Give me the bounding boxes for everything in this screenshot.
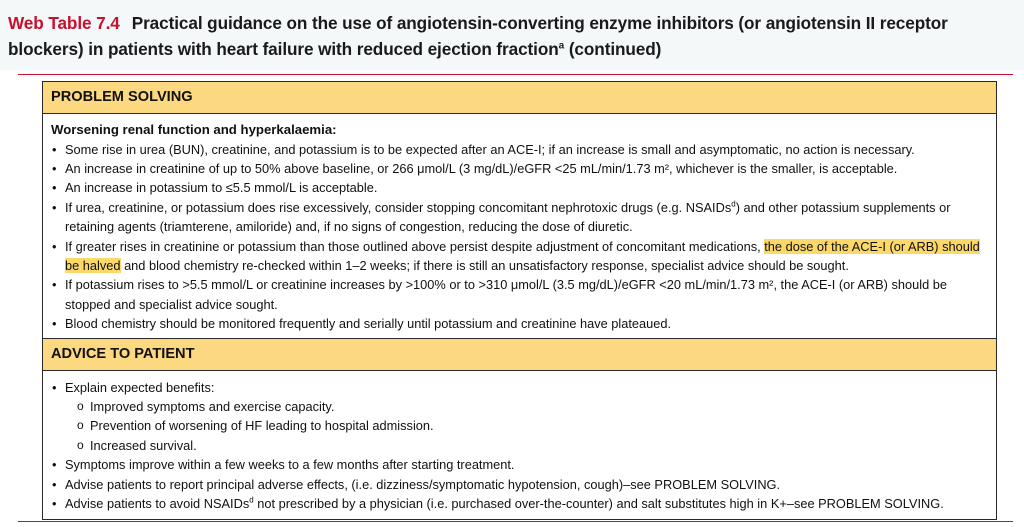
list-item: • An increase in creatinine of up to 50% above baseline, or 266 μmol/L (3 mg/dL)/eGFR <25 mL/min/1.73 m², whichever is the smaller, is acceptable. — [51, 159, 988, 178]
bottom-rule — [18, 521, 1013, 522]
top-rule — [18, 74, 1013, 75]
list-item: • If potassium rises to >5.5 mmol/L or creatinine increases by >100% or to >310 μmol/L (3.5 mg/dL)/eGFR <20 mL/min/1.73 m², the ACE-I (or ARB) should be stopped and specialist advice sought. — [51, 275, 988, 314]
list-item — [51, 494, 988, 513]
title-main: Practical guidance on the use of angiotensin-converting enzyme inhibitors (or angiotensin II receptor blockers) in patients with heart failure with reduced ejection fraction — [8, 13, 948, 59]
table-header — [0, 0, 1024, 70]
title-suffix: (continued) — [568, 39, 662, 59]
list-item: • An increase in potassium to ≤5.5 mmol/L is acceptable. — [51, 178, 988, 197]
sub-list-item: o Prevention of worsening of HF leading to hospital admission. — [51, 416, 988, 435]
title-superscript: a — [558, 40, 565, 52]
list-item — [51, 237, 988, 276]
advice-body — [43, 371, 996, 520]
footnote-marker: d — [249, 495, 254, 505]
sub-list-item: o Improved symptoms and exercise capacity. — [51, 397, 988, 416]
list-item — [51, 198, 988, 237]
problem-solving-list — [51, 140, 988, 334]
list-item: • Blood chemistry should be monitored frequently and serially until potassium and creatinine have plateaued. — [51, 314, 988, 333]
bullet-text-rest: not prescribed by a physician (i.e. purchased over-the-counter) and salt substitutes high in K+–see PROBLEM SOLVING. — [257, 496, 944, 511]
problem-solving-body — [43, 114, 996, 338]
list-item: • Symptoms improve within a few weeks to a few months after starting treatment. — [51, 455, 988, 474]
bullet-text-rest: and blood chemistry re-checked within 1–2 weeks; if there is still an unsatisfactory response, specialist advice should be sought. — [124, 257, 849, 273]
bullet-text: If greater rises in creatinine or potassium than those outlined above persist despite adjustment of concomitant medications, — [65, 238, 761, 254]
highlighted-text: the dose of the ACE-I (or ARB) should be halved — [65, 238, 980, 273]
bullet-text-rest: ) and other potassium supplements or retaining agents (triamterene, amiloride) and, if no signs of congestion, reducing the dose of diuretic. — [65, 199, 951, 235]
sub-list-item: o Increased survival. — [51, 436, 988, 455]
bullet-text: If urea, creatinine, or potassium does rise excessively, consider stopping concomitant nephrotoxic drugs (e.g. NSAIDs — [65, 199, 732, 215]
problem-solving-subheading: Worsening renal function and hyperkalaemia: — [51, 122, 337, 137]
footnote-marker: d — [731, 199, 736, 209]
advice-list — [51, 378, 988, 514]
table-title — [8, 10, 1020, 62]
list-item: • Some rise in urea (BUN), creatinine, and potassium is to be expected after an ACE-I; if an increase is small and asymptomatic, no action is necessary. — [51, 140, 988, 159]
problem-solving-heading: PROBLEM SOLVING — [43, 82, 996, 114]
list-item: • Explain expected benefits: — [51, 378, 988, 397]
table-number: Web Table 7.4 — [8, 13, 120, 33]
list-item: • Advise patients to report principal adverse effects, (i.e. dizziness/symptomatic hypotension, cough)–see PROBLEM SOLVING. — [51, 475, 988, 494]
guidance-table — [42, 81, 997, 520]
bullet-text: Advise patients to avoid NSAIDs — [65, 496, 250, 511]
advice-heading: ADVICE TO PATIENT — [43, 338, 996, 371]
